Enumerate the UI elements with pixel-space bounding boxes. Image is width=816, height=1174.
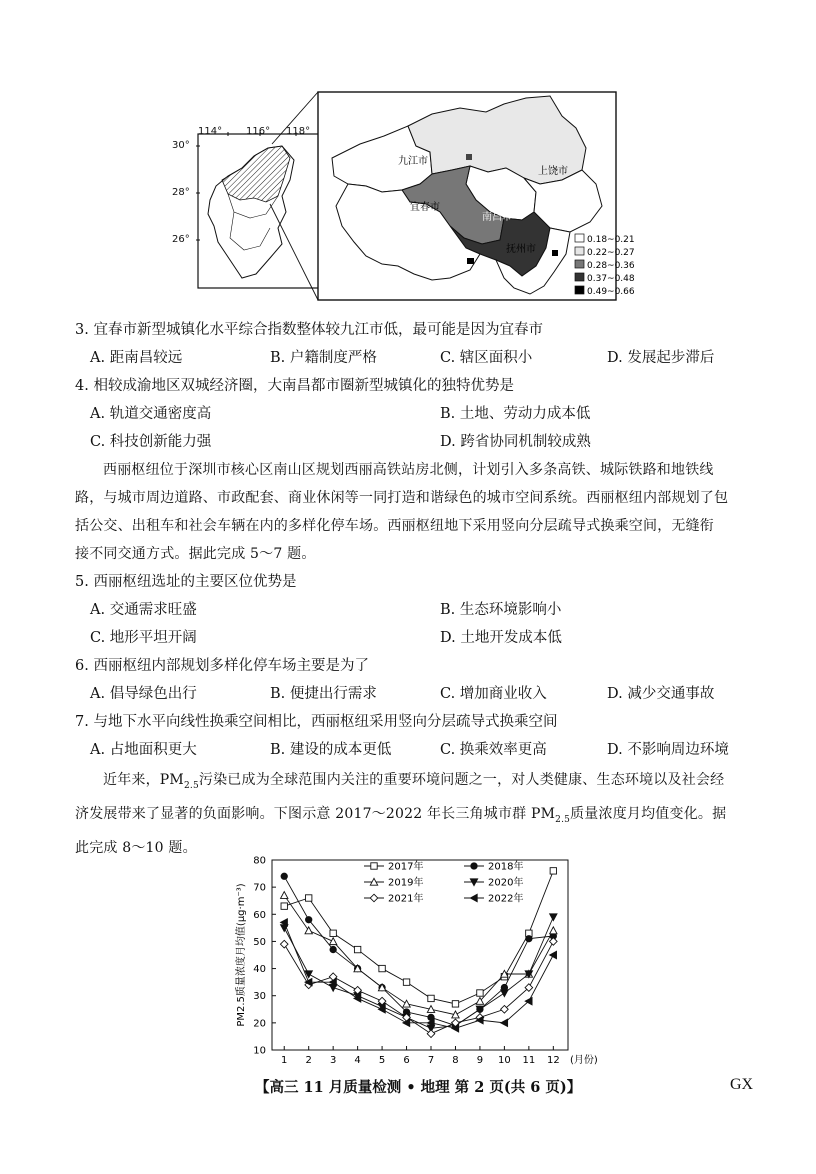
legend-entry: 2017年 — [388, 861, 424, 873]
passage-line: 括公交、出租车和社会车辆在内的多样化停车场。西丽枢纽地下采用竖向分层疏导式换乘空间，无缝衔 — [75, 518, 714, 534]
series-2017年 — [281, 868, 556, 1007]
inset-lon-label: 114° — [198, 126, 223, 137]
city-label-nanchang: 南昌市 — [482, 212, 512, 223]
y-tick-label: 20 — [253, 1018, 266, 1030]
legend-swatch — [575, 286, 584, 294]
q4-option-a[interactable]: A. 轨道交通密度高 — [90, 406, 212, 422]
inset-lon-label: 116° — [246, 126, 271, 137]
y-tick-label: 80 — [253, 855, 266, 867]
passage-line: 接不同交通方式。据此完成 5～7 题。 — [75, 546, 316, 562]
y-tick-label: 40 — [253, 964, 266, 976]
series-line — [284, 922, 553, 1028]
data-point — [330, 930, 336, 936]
data-point — [550, 914, 557, 921]
inset-lat-label: 28° — [172, 187, 190, 198]
data-point — [427, 1030, 435, 1038]
data-point — [477, 990, 483, 996]
q7-stem: 7. 与地下水平向线性换乘空间相比，西丽枢纽采用竖向分层疏导式换乘空间 — [75, 714, 558, 730]
q4-stem: 4. 相较成渝地区双城经济圈，大南昌都市圈新型城镇化的独特优势是 — [75, 378, 514, 394]
legend-label: 0.37~0.48 — [587, 274, 635, 284]
legend-entry: 2018年 — [488, 861, 524, 873]
passage-line: 近年来，$PM_{2.5}$污染已成为全球范围内关注的重要环境问题之一，对人类健康、生态环境以及社会经 — [103, 772, 725, 791]
x-tick-label: 8 — [452, 1055, 459, 1066]
y-tick-label: 50 — [253, 936, 266, 948]
data-point — [281, 873, 287, 879]
q6-option-c[interactable]: C. 增加商业收入 — [440, 686, 547, 702]
q4-option-b[interactable]: B. 土地、劳动力成本低 — [440, 406, 591, 422]
pm25-line-chart — [228, 850, 608, 1070]
q6-option-a[interactable]: A. 倡导绿色出行 — [90, 686, 197, 702]
q5-stem: 5. 西丽枢纽选址的主要区位优势是 — [75, 574, 297, 590]
y-axis-label: PM2.5质量浓度月均值(μg·m⁻³) — [236, 883, 247, 1027]
y-tick-label: 60 — [253, 909, 266, 921]
data-point — [379, 965, 385, 971]
data-point — [501, 990, 508, 997]
data-point — [550, 868, 556, 874]
x-tick-label: 1 — [281, 1055, 288, 1066]
x-axis-label: (月份) — [570, 1055, 598, 1066]
x-tick-label: 4 — [354, 1055, 361, 1066]
x-tick-label: 10 — [498, 1055, 511, 1066]
legend-swatch — [575, 260, 584, 268]
city-label-shangrao: 上饶市 — [538, 166, 568, 177]
chart-legend — [364, 860, 523, 905]
q7-option-d[interactable]: D. 不影响周边环境 — [607, 742, 729, 758]
data-point — [403, 979, 409, 985]
passage-line: 济发展带来了显著的负面影响。下图示意 2017～2022 年长三角城市群 $PM_{2.5}$质量浓度月均值变化。据 — [75, 805, 727, 825]
q6-stem: 6. 西丽枢纽内部规划多样化停车场主要是为了 — [75, 658, 369, 674]
legend-entry: 2022年 — [488, 893, 524, 905]
dark-spot-2 — [552, 250, 558, 256]
passage-line: 此完成 8～10 题。 — [75, 839, 197, 856]
inset-lon-label: 118° — [286, 126, 311, 137]
legend-swatch — [575, 247, 584, 255]
x-tick-label: 12 — [546, 1055, 560, 1066]
y-tick-label: 70 — [253, 882, 266, 894]
data-point — [471, 863, 477, 869]
q3-option-b[interactable]: B. 户籍制度严格 — [270, 350, 377, 366]
legend-entry: 2019年 — [388, 877, 424, 889]
legend-entry: 2020年 — [488, 877, 524, 889]
passage-line: 路，与城市周边道路、市政配套、商业休闲等一同打造和谐绿色的城市空间系统。西丽枢纽内部规划了包 — [75, 490, 729, 506]
data-point — [403, 1000, 410, 1007]
q6-option-b[interactable]: B. 便捷出行需求 — [270, 686, 377, 702]
data-point — [280, 940, 288, 948]
data-point — [470, 894, 477, 901]
x-tick-label: 2 — [305, 1055, 312, 1066]
series-line — [284, 895, 553, 1014]
q7-option-a[interactable]: A. 占地面积更大 — [90, 742, 197, 758]
x-tick-label: 3 — [329, 1055, 337, 1066]
x-tick-label: 11 — [522, 1055, 536, 1066]
data-point — [305, 927, 312, 934]
data-point — [329, 938, 336, 945]
q3-stem: 3. 宜春市新型城镇化水平综合指数整体较九江市低，最可能是因为宜春市 — [75, 322, 543, 338]
data-point — [330, 946, 336, 952]
data-point — [354, 946, 360, 952]
q5-option-a[interactable]: A. 交通需求旺盛 — [90, 602, 197, 618]
legend-swatch — [575, 234, 584, 242]
series-line — [284, 917, 553, 1028]
data-point — [550, 938, 558, 946]
city-label-jiujiang: 九江市 — [398, 156, 428, 167]
dark-spot — [467, 258, 474, 264]
legend-entry: 2021年 — [388, 893, 424, 905]
inset-lat-label: 30° — [172, 140, 190, 151]
q5-option-b[interactable]: B. 生态环境影响小 — [440, 602, 562, 618]
q3-option-c[interactable]: C. 辖区面积小 — [440, 350, 533, 366]
legend-label: 0.22~0.27 — [587, 248, 635, 258]
data-point — [452, 1001, 458, 1007]
footer-text: 【高三 11 月质量检测 • 地理 第 2 页(共 6 页)】 — [255, 1079, 582, 1096]
series-line — [284, 941, 553, 1033]
q5-option-d[interactable]: D. 土地开发成本低 — [440, 630, 562, 646]
data-point — [281, 903, 287, 909]
inset-lat-label: 26° — [172, 234, 190, 245]
q6-option-d[interactable]: D. 减少交通事故 — [607, 686, 715, 702]
y-tick-label: 10 — [253, 1045, 266, 1057]
data-point — [550, 951, 557, 958]
city-label-yichun: 宜春市 — [410, 202, 440, 213]
q4-option-d[interactable]: D. 跨省协同机制较成熟 — [440, 434, 591, 450]
x-tick-label: 7 — [427, 1055, 435, 1066]
x-tick-label: 9 — [476, 1055, 484, 1066]
data-point — [526, 936, 532, 942]
q3-option-d[interactable]: D. 发展起步滞后 — [607, 350, 715, 366]
plot-frame — [272, 860, 568, 1050]
data-point — [428, 995, 434, 1001]
passage-xili — [75, 456, 745, 568]
data-point — [305, 895, 311, 901]
dark-spot-3 — [466, 154, 472, 160]
data-point — [550, 927, 557, 934]
passage-pm25 — [75, 766, 755, 862]
q3-option-a[interactable]: A. 距南昌较远 — [90, 350, 183, 366]
q4-option-c[interactable]: C. 科技创新能力强 — [90, 434, 212, 450]
legend-swatch — [575, 273, 584, 281]
data-point — [305, 917, 311, 923]
map-figure — [170, 88, 635, 304]
passage-line: 西丽枢纽位于深圳市核心区南山区规划西丽高铁站房北侧，计划引入多条高铁、城际铁路和地铁线 — [103, 462, 714, 478]
y-tick-label: 30 — [253, 991, 266, 1003]
x-tick-label: 5 — [378, 1055, 386, 1066]
legend-label: 0.49~0.66 — [587, 287, 635, 297]
x-tick-label: 6 — [403, 1055, 410, 1066]
city-label-fuzhou: 抚州市 — [506, 244, 536, 255]
legend-label: 0.28~0.36 — [587, 261, 635, 271]
q7-option-c[interactable]: C. 换乘效率更高 — [440, 742, 547, 758]
legend-label: 0.18~0.21 — [587, 235, 635, 245]
data-point — [281, 892, 288, 899]
data-point — [501, 1019, 508, 1026]
q5-option-c[interactable]: C. 地形平坦开阔 — [90, 630, 197, 646]
q7-option-b[interactable]: B. 建设的成本更低 — [270, 742, 392, 758]
data-point — [370, 894, 378, 902]
footer-code: GX — [730, 1076, 754, 1093]
data-point — [371, 863, 377, 869]
